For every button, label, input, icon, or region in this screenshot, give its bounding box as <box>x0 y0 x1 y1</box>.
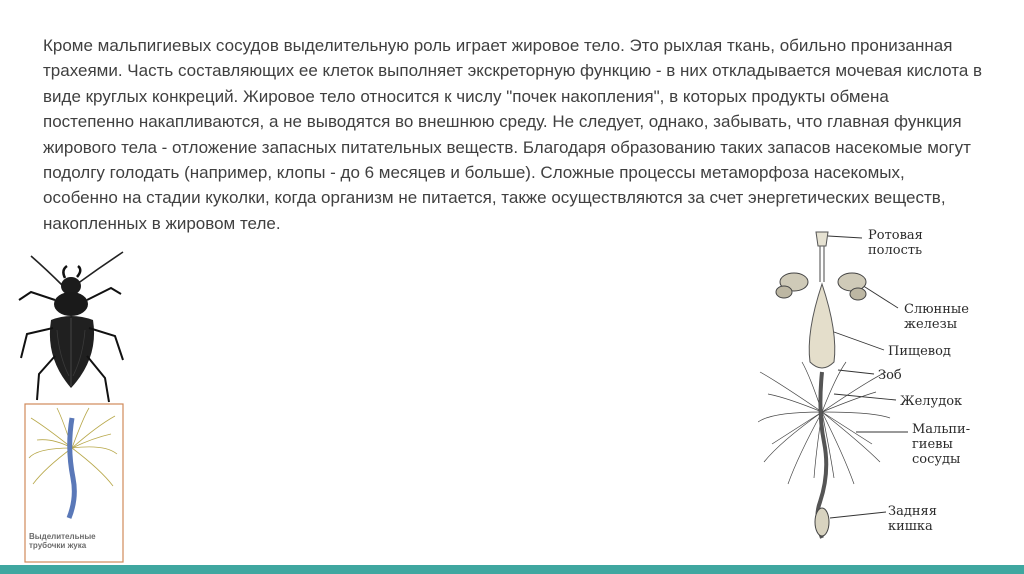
digestive-system-diagram <box>758 222 988 562</box>
label-stomach: Желудок <box>900 394 963 409</box>
label-esophagus: Пищевод <box>888 344 951 359</box>
label-hindgut-line2: кишка <box>888 519 933 534</box>
bottom-accent-bar <box>0 565 1024 574</box>
label-malpighian-line2: гиевы <box>912 437 953 452</box>
label-malpighian-line3: сосуды <box>912 452 961 467</box>
label-salivary-line2: железы <box>904 317 958 332</box>
label-salivary-line1: Слюнные <box>904 302 969 317</box>
label-malpighian <box>912 422 970 467</box>
beetle-illustration <box>17 248 129 563</box>
label-malpighian-line1: Мальпи- <box>912 422 971 437</box>
label-hindgut-line1: Задняя <box>888 504 937 519</box>
label-crop: Зоб <box>878 368 902 383</box>
label-mouth-line1: Ротовая <box>868 228 923 243</box>
beetle-drawing <box>17 248 129 563</box>
beetle-caption-line1: Выделительные <box>29 532 96 541</box>
beetle-caption <box>29 532 124 550</box>
beetle-caption-line2: трубочки жука <box>29 541 87 550</box>
body-paragraph: Кроме мальпигиевых сосудов выделительную роль играет жировое тело. Это рыхлая ткань, обильно пронизанная трахеями. Часть составляющих ее клеток выполняет экскреторную функцию - в них откладывается мочевая кислота в виде круглых конкреций. Жировое тело относится к числу "почек накопления", в которых продукты обмена постепенно накапливаются, а не выводятся во внешнюю среду. Не следует, однако, забывать, что главная функция жирового тела - отложение запасных питательных веществ. Благодаря образованию таких запасов насекомые могут подолгу голодать (например, клопы - до 6 месяцев и больше). Сложные процессы метаморфоза насекомых, особенно на стадии куколки, когда организм не питается, также осуществляются за счет энергетических веществ, накопленных в жировом теле. <box>43 36 983 233</box>
digestive-drawing <box>758 222 988 562</box>
label-mouth-line2: полость <box>868 243 923 258</box>
label-salivary <box>904 302 969 332</box>
label-mouth <box>868 228 923 258</box>
label-hindgut <box>888 504 937 534</box>
